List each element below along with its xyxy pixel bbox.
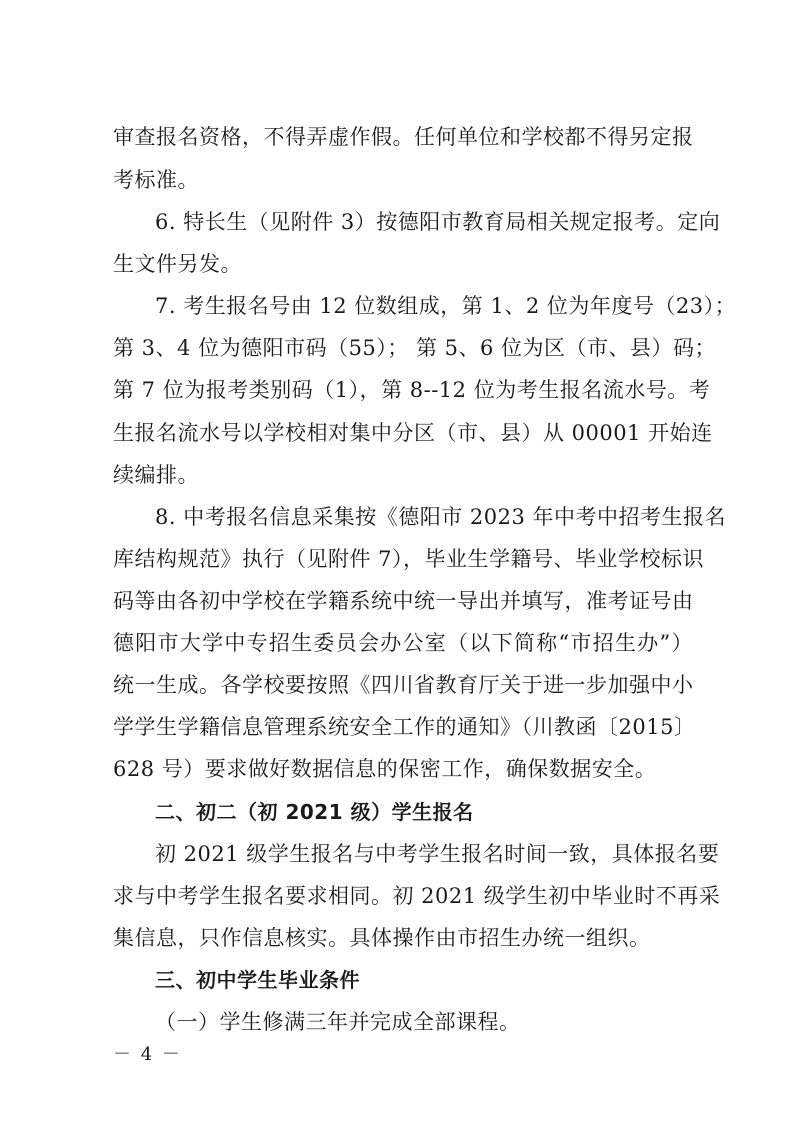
text-line: 统一生成。各学校要按照《四川省教育厅关于进一步加强中小 (113, 673, 694, 697)
text-line: 集信息，只作信息核实。具体操作由市招生办统一组织。 (113, 926, 651, 950)
section-heading: 三、初中学生毕业条件 (155, 968, 360, 992)
text-line: 库结构规范》执行（见附件 7），毕业生学籍号、毕业学校标识 (113, 547, 705, 571)
text-line: 第 7 位为报考类别码（1），第 8--12 位为考生报名流水号。考 (113, 378, 711, 402)
text-line: 续编排。 (113, 463, 199, 487)
text-line: 6. 特长生（见附件 3）按德阳市教育局相关规定报考。定向 (155, 210, 721, 234)
text-line: 初 2021 级学生报名与中考学生报名时间一致，具体报名要 (155, 842, 720, 866)
text-line: （一）学生修满三年并完成全部课程。 (155, 1010, 521, 1034)
text-line: 第 3、4 位为德阳市码（55）； 第 5、6 位为区（市、县）码； (113, 336, 717, 360)
page-number: － 4 － (113, 1044, 182, 1065)
text-line: 求与中考学生报名要求相同。初 2021 级学生初中毕业时不再采 (113, 884, 721, 908)
text-line: 生文件另发。 (113, 252, 242, 276)
text-line: 德阳市大学中专招生委员会办公室（以下简称“市招生办”） (113, 631, 693, 655)
text-line: 628 号）要求做好数据信息的保密工作，确保数据安全。 (113, 757, 657, 781)
text-line: 考标准。 (113, 168, 199, 192)
text-line: 码等由各初中学校在学籍系统中统一导出并填写，准考证号由 (113, 589, 694, 613)
text-line: 审查报名资格，不得弄虚作假。任何单位和学校都不得另定报 (113, 125, 694, 149)
text-line: 生报名流水号以学校相对集中分区（市、县）从 00001 开始连 (113, 421, 713, 445)
section-heading: 二、初二（初 2021 级）学生报名 (155, 800, 474, 824)
text-line: 8. 中考报名信息采集按《德阳市 2023 年中考中招考生报名 (155, 505, 727, 529)
text-line: 学学生学籍信息管理系统安全工作的通知》（川教函〔2015〕 (113, 715, 696, 739)
text-line: 7. 考生报名号由 12 位数组成，第 1、2 位为年度号（23）； (155, 294, 737, 318)
